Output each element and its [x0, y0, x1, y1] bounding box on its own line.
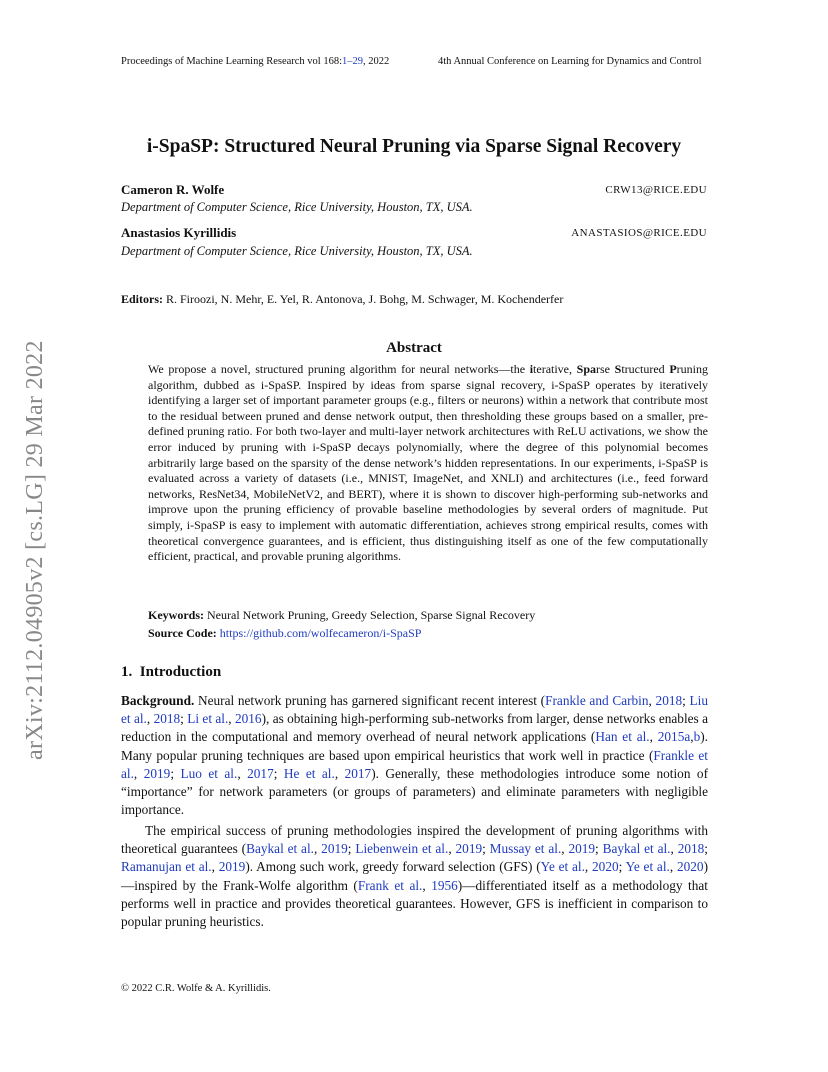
author-email[interactable]: CRW13@RICE.EDU — [605, 184, 707, 196]
citation-link[interactable]: Frankle and Carbin — [545, 693, 649, 708]
paragraph-text: , — [670, 841, 678, 857]
paragraph-text: )—inspired by the Frank-Wolfe algorithm ( — [121, 859, 708, 893]
citation-link[interactable]: 2018 — [153, 711, 181, 727]
keywords-label: Keywords: — [148, 608, 204, 622]
paragraph-text: , — [313, 841, 322, 857]
source-code-label: Source Code: — [148, 626, 217, 640]
paragraph-text: , — [584, 859, 593, 875]
paragraph-text: , — [690, 729, 694, 745]
citation-link[interactable]: 2019 — [218, 859, 246, 875]
author-affiliation: Department of Computer Science, Rice University, Houston, TX, USA. — [121, 200, 473, 214]
citation-link[interactable]: 1956 — [431, 877, 458, 893]
intro-paragraph-1 — [121, 692, 708, 819]
citation-link[interactable]: 2015a — [657, 729, 691, 745]
paragraph-text: , — [669, 859, 677, 875]
citation-link[interactable]: 2018 — [677, 841, 705, 857]
citation-link[interactable]: Frank et al. — [357, 877, 423, 893]
citation-link[interactable]: b — [693, 729, 701, 745]
header-year: , 2022 — [363, 56, 390, 67]
editors-line — [121, 292, 563, 307]
citation-link[interactable]: Liu et al. — [121, 693, 709, 727]
paragraph-text: , — [648, 693, 656, 708]
running-header-left — [121, 56, 389, 67]
paragraph-text: ; — [482, 841, 490, 857]
section-heading: 1. Introduction — [121, 664, 222, 680]
paragraph-text: ; — [170, 765, 181, 781]
background-label: Background. — [121, 693, 195, 708]
paragraph-text: ). Generally, these methodologies introduce some notion of “importance” for network parameters (or groups of parameters) and eliminate parameters with negligible importance. — [121, 765, 708, 818]
paragraph-text: The empirical success of pruning methodologies inspired the development of pruning algorithms with theoretical guarantees ( — [121, 823, 708, 857]
citation-link[interactable]: Baykal et al. — [602, 841, 671, 857]
citation-link[interactable]: Liebenwein et al. — [355, 841, 449, 857]
citation-link[interactable]: 2017 — [344, 765, 372, 781]
citation-link[interactable]: Han et al. — [595, 729, 650, 745]
paragraph-text: ). Among such work, greedy forward selection (GFS) ( — [245, 859, 541, 875]
abstract-text: We propose a novel, structured pruning algorithm for neural networks—the iterative, Sparse Structured Pruning algorithm, dubbed as i-SpaSP. Inspired by ideas from sparse signal recovery, i-SpaSP operates by iteratively identifying a larger set of important parameter groups (e.g., filters or neurons) within a network that contribute most to the residual between pruned and dense network output, then thresholding these groups based on a smaller, pre-defined pruning ratio. For both two-layer and multi-layer network architectures with ReLU activations, we show the error induced by pruning with i-SpaSP decays polynomially, where the degree of this polynomial becomes arbitrarily large based on the sparsity of the dense network’s hidden representations. In our experiments, i-SpaSP is evaluated across a variety of datasets (i.e., MNIST, ImageNet, and XNLI) and architectures (i.e., feed forward networks, ResNet34, MobileNetV2, and BERT), where it is shown to discover high-performing sub-networks and improve upon the pruning efficiency of provable baseline methodologies by several orders of magnitude. Put simply, i-SpaSP is easy to implement with automatic differentiation, achieves strong empirical results, comes with theoretical convergence guarantees, and is efficient, thus distinguishing itself as one of the few computationally efficient, practical, and provable pruning algorithms. — [148, 362, 708, 564]
paragraph-text: ). Many popular pruning techniques are based upon empirical heuristics that work well in practice ( — [121, 729, 708, 763]
paragraph-text: ; — [595, 841, 603, 857]
citation-link[interactable]: 2019 — [143, 765, 171, 781]
citation-link[interactable]: 2016 — [234, 711, 262, 727]
header-proceedings: Proceedings of Machine Learning Research vol 168: — [121, 56, 343, 67]
citation-link[interactable]: 2019 — [321, 841, 348, 857]
paper-title: i-SpaSP: Structured Neural Pruning via Sparse Signal Recovery — [146, 136, 682, 157]
paragraph-text: , — [133, 765, 144, 781]
citation-link[interactable]: 2019 — [568, 841, 596, 857]
keywords-text: Neural Network Pruning, Greedy Selection, Sparse Signal Recovery — [207, 608, 536, 622]
paragraph-text: , — [146, 711, 154, 727]
paragraph-text: , — [561, 841, 569, 857]
citation-link[interactable]: 2018 — [655, 693, 683, 708]
citation-link[interactable]: Mussay et al. — [489, 841, 562, 857]
source-code-link[interactable]: https://github.com/wolfecameron/i-SpaSP — [219, 626, 422, 640]
editors-names: R. Firoozi, N. Mehr, E. Yel, R. Antonova, J. Bohg, M. Schwager, M. Kochenderfer — [166, 292, 564, 306]
source-code-line — [148, 626, 421, 641]
intro-paragraph-2 — [121, 822, 708, 931]
paragraph-text: , — [448, 841, 456, 857]
paragraph-text: , — [422, 877, 432, 893]
running-header-right: 4th Annual Conference on Learning for Dynamics and Control — [438, 56, 702, 67]
citation-link[interactable]: 2017 — [247, 765, 274, 781]
paragraph-text: ; — [682, 693, 690, 708]
citation-link[interactable]: Luo et al. — [180, 765, 238, 781]
paragraph-text: , — [228, 711, 235, 727]
keywords-line — [148, 608, 535, 623]
citation-link[interactable]: 2020 — [676, 859, 704, 875]
paragraph-text: )—differentiated itself as a methodology that performs well in practice and provides theoretical guarantees. However, GFS is inefficient in comparison to popular pruning heuristics. — [121, 877, 708, 930]
paragraph-text: ; — [273, 765, 284, 781]
author-email[interactable]: ANASTASIOS@RICE.EDU — [571, 227, 707, 239]
paragraph-text: , — [237, 765, 248, 781]
copyright-footer: © 2022 C.R. Wolfe & A. Kyrillidis. — [121, 983, 271, 994]
citation-link[interactable]: 2019 — [455, 841, 483, 857]
citation-link[interactable]: Ramanujan et al. — [121, 859, 212, 875]
paragraph-text: , — [211, 859, 219, 875]
paragraph-text: ), as obtaining high-performing sub-networks from larger, dense networks enables a reduction in the computational and memory overhead of neural network applications ( — [121, 711, 708, 745]
paragraph-text: ; — [618, 859, 626, 875]
citation-link[interactable]: He et al. — [283, 765, 335, 781]
arxiv-stamp: arXiv:2112.04905v2 [cs.LG] 29 Mar 2022 — [22, 340, 48, 760]
author-name: Anastasios Kyrillidis — [121, 225, 237, 240]
citation-link[interactable]: 2020 — [592, 859, 619, 875]
paragraph-text: , — [334, 765, 345, 781]
citation-link[interactable]: Ye et al. — [625, 859, 670, 875]
paragraph-text: ; — [704, 841, 708, 857]
author-affiliation: Department of Computer Science, Rice University, Houston, TX, USA. — [121, 244, 473, 258]
paragraph-text: ; — [180, 711, 188, 727]
citation-link[interactable]: Frankle et al. — [121, 747, 708, 781]
citation-link[interactable]: Ye et al. — [540, 859, 585, 875]
author-name: Cameron R. Wolfe — [121, 182, 225, 197]
citation-link[interactable]: Li et al. — [187, 711, 229, 727]
abstract-heading: Abstract — [386, 340, 442, 356]
paragraph-text: ; — [347, 841, 356, 857]
citation-link[interactable]: Baykal et al. — [246, 841, 314, 857]
header-pages-link[interactable]: 1–29 — [342, 56, 364, 67]
paragraph-text: , — [649, 729, 658, 745]
editors-label: Editors: — [121, 292, 163, 306]
paragraph-text: Neural network pruning has garnered significant recent interest ( — [194, 693, 546, 708]
